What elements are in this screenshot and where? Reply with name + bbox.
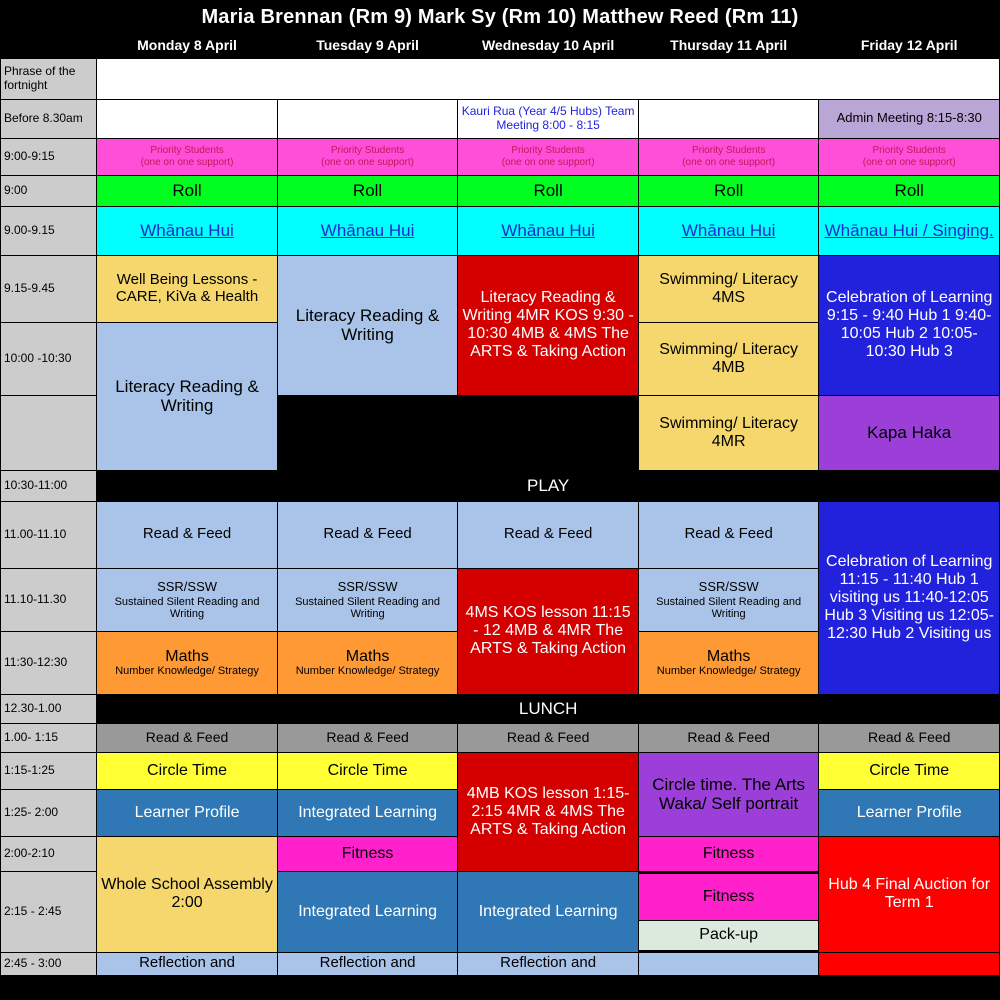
before-tuesday (277, 99, 458, 138)
roll-wednesday: Roll (458, 175, 639, 206)
swimming-literacy-4mr: Swimming/ Literacy 4MR (638, 395, 819, 470)
reflection-friday (819, 952, 1000, 975)
before-wednesday: Kauri Rua (Year 4/5 Hubs) Team Meeting 8:00 - 8:15 (458, 99, 639, 138)
whanau-hui-monday: Whānau Hui (97, 206, 278, 255)
time-label-215-245: 2:15 - 2:45 (1, 871, 97, 952)
time-label-1110-1130: 11.10-11.30 (1, 568, 97, 631)
day-header-thursday: Thursday 11 April (638, 34, 819, 59)
priority-line2: (one on one support) (140, 156, 234, 168)
lunch-break: LUNCH (97, 694, 1000, 723)
maths-sub: Number Knowledge/ Strategy (115, 665, 259, 678)
maths-thursday (638, 631, 819, 694)
ssr-title: SSR/SSW (698, 578, 759, 594)
maths-sub: Number Knowledge/ Strategy (295, 665, 440, 678)
integrated-tuesday: Integrated Learning (277, 789, 458, 836)
time-label-before: Before 8.30am (1, 99, 97, 138)
swimming-literacy-4mb: Swimming/ Literacy 4MB (638, 322, 819, 395)
whanau-hui-thursday: Whānau Hui (638, 206, 819, 255)
read-feed2-tuesday: Read & Feed (277, 723, 458, 752)
read-feed2-friday: Read & Feed (819, 723, 1000, 752)
kos-lesson-wednesday-am: 4MS KOS lesson 11:15 - 12 4MB & 4MR The ARTS & Taking Action (458, 568, 639, 694)
literacy-tuesday: Literacy Reading & Writing (277, 255, 458, 395)
read-feed-tuesday: Read & Feed (277, 501, 458, 568)
priority-line1: Priority Students (872, 145, 946, 157)
priority-line1: Priority Students (150, 145, 224, 157)
maths-title: Maths (345, 647, 390, 665)
page-title: Maria Brennan (Rm 9) Mark Sy (Rm 10) Matthew Reed (Rm 11) (0, 0, 1000, 33)
reflection-thursday (638, 952, 819, 975)
integrated-wednesday-2: Integrated Learning (458, 871, 639, 952)
literacy-wednesday: Literacy Reading & Writing 4MR KOS 9:30 - 10:30 4MB & 4MS The ARTS & Taking Action (458, 255, 639, 395)
ssr-monday (97, 568, 278, 631)
maths-sub: Number Knowledge/ Strategy (656, 665, 801, 678)
table-row (1, 694, 1000, 723)
priority-students-monday (97, 138, 278, 175)
priority-students-tuesday (277, 138, 458, 175)
whanau-hui-friday: Whānau Hui / Singing. (819, 206, 1000, 255)
time-label-1100-1110: 11.00-11.10 (1, 501, 97, 568)
roll-friday: Roll (819, 175, 1000, 206)
priority-students-thursday (638, 138, 819, 175)
day-header-wednesday: Wednesday 10 April (458, 34, 639, 59)
circle-time-monday: Circle Time (97, 752, 278, 789)
time-label-245-300: 2:45 - 3:00 (1, 952, 97, 975)
play-break: PLAY (97, 470, 1000, 501)
ssr-tuesday (277, 568, 458, 631)
whanau-hui-tuesday: Whānau Hui (277, 206, 458, 255)
time-label-900-915b: 9.00-9.15 (1, 206, 97, 255)
maths-tuesday (277, 631, 458, 694)
table-row (1, 138, 1000, 175)
table-row (1, 501, 1000, 568)
time-label-915-945: 9.15-9.45 (1, 255, 97, 322)
learner-profile-monday: Learner Profile (97, 789, 278, 836)
day-header-monday: Monday 8 April (97, 34, 278, 59)
kapa-haka-friday: Kapa Haka (819, 395, 1000, 470)
integrated-tuesday-2: Integrated Learning (277, 871, 458, 952)
celebration-learning-friday-am: Celebration of Learning 9:15 - 9:40 Hub 1 9:40-10:05 Hub 2 10:05-10:30 Hub 3 (819, 255, 1000, 395)
phrase-of-fortnight-cell (97, 58, 1000, 99)
time-label-spacer (1, 395, 97, 470)
maths-monday (97, 631, 278, 694)
priority-line2: (one on one support) (862, 156, 956, 168)
table-row (1, 470, 1000, 501)
time-label-1130-1230: 11:30-12:30 (1, 631, 97, 694)
time-label-900-915a: 9:00-9:15 (1, 138, 97, 175)
reflection-tuesday: Reflection and (277, 952, 458, 975)
maths-title: Maths (706, 647, 751, 665)
kos-lesson-wednesday-pm: 4MB KOS lesson 1:15-2:15 4MR & 4MS The ARTS & Taking Action (458, 752, 639, 871)
before-monday (97, 99, 278, 138)
circle-time-friday: Circle Time (819, 752, 1000, 789)
thursday-pm-split (638, 871, 819, 952)
time-label-200-210: 2:00-2:10 (1, 836, 97, 871)
packup-thursday: Pack-up (639, 921, 819, 950)
table-row (1, 255, 1000, 322)
time-label-phrase: Phrase of the fortnight (1, 58, 97, 99)
roll-thursday: Roll (638, 175, 819, 206)
ssr-sub: Sustained Silent Reading and Writing (656, 595, 802, 621)
circle-arts-thursday: Circle time. The Arts Waka/ Self portrait (638, 752, 819, 836)
corner-cell (1, 34, 97, 59)
time-label-1230-100: 12.30-1.00 (1, 694, 97, 723)
priority-line1: Priority Students (511, 145, 585, 157)
time-label-125-200: 1:25- 2:00 (1, 789, 97, 836)
auction-friday: Hub 4 Final Auction for Term 1 (819, 836, 1000, 952)
time-label-115-125: 1:15-1:25 (1, 752, 97, 789)
ssr-title: SSR/SSW (337, 578, 398, 594)
priority-line1: Priority Students (330, 145, 405, 157)
read-feed2-thursday: Read & Feed (638, 723, 819, 752)
priority-line2: (one on one support) (501, 156, 595, 168)
fitness-thursday: Fitness (638, 836, 819, 871)
table-row (1, 952, 1000, 975)
day-header-friday: Friday 12 April (819, 34, 1000, 59)
table-row (1, 206, 1000, 255)
maths-title: Maths (165, 647, 209, 665)
read-feed-monday: Read & Feed (97, 501, 278, 568)
table-header-row (1, 34, 1000, 59)
reflection-wednesday: Reflection and (458, 952, 639, 975)
timetable (0, 33, 1000, 976)
priority-line1: Priority Students (691, 145, 766, 157)
ssr-thursday (638, 568, 819, 631)
before-thursday (638, 99, 819, 138)
assembly-monday: Whole School Assembly 2:00 (97, 836, 278, 952)
ssr-title: SSR/SSW (157, 578, 218, 594)
table-row (1, 175, 1000, 206)
reflection-monday: Reflection and (97, 952, 278, 975)
circle-time-tuesday: Circle Time (277, 752, 458, 789)
table-row (1, 58, 1000, 99)
roll-tuesday: Roll (277, 175, 458, 206)
fitness-thursday-2: Fitness (639, 874, 819, 921)
table-row (1, 723, 1000, 752)
priority-line2: (one on one support) (321, 156, 414, 168)
celebration-learning-friday-mid: Celebration of Learning 11:15 - 11:40 Hub 1 visiting us 11:40-12:05 Hub 3 Visiting us 12:05-12:30 Hub 2 Visiting us (819, 501, 1000, 694)
roll-monday: Roll (97, 175, 278, 206)
time-label-900: 9:00 (1, 175, 97, 206)
day-header-tuesday: Tuesday 9 April (277, 34, 458, 59)
time-label-1030-1100: 10:30-11:00 (1, 470, 97, 501)
priority-line2: (one on one support) (682, 156, 776, 168)
read-feed-wednesday: Read & Feed (458, 501, 639, 568)
priority-students-friday (819, 138, 1000, 175)
read-feed-thursday: Read & Feed (638, 501, 819, 568)
before-friday: Admin Meeting 8:15-8:30 (819, 99, 1000, 138)
priority-students-wednesday (458, 138, 639, 175)
time-label-100-115: 1.00- 1:15 (1, 723, 97, 752)
table-row (1, 99, 1000, 138)
wellbeing-monday: Well Being Lessons - CARE, KiVa & Health (97, 255, 278, 322)
swimming-literacy-4ms: Swimming/ Literacy 4MS (638, 255, 819, 322)
learner-profile-friday: Learner Profile (819, 789, 1000, 836)
read-feed2-wednesday: Read & Feed (458, 723, 639, 752)
time-label-1000-1030: 10:00 -10:30 (1, 322, 97, 395)
ssr-sub: Sustained Silent Reading and Writing (295, 595, 441, 621)
literacy-monday: Literacy Reading & Writing (97, 322, 278, 470)
whanau-hui-wednesday: Whānau Hui (458, 206, 639, 255)
fitness-tuesday: Fitness (277, 836, 458, 871)
table-row (1, 752, 1000, 789)
ssr-sub: Sustained Silent Reading and Writing (114, 595, 260, 621)
read-feed2-monday: Read & Feed (97, 723, 278, 752)
